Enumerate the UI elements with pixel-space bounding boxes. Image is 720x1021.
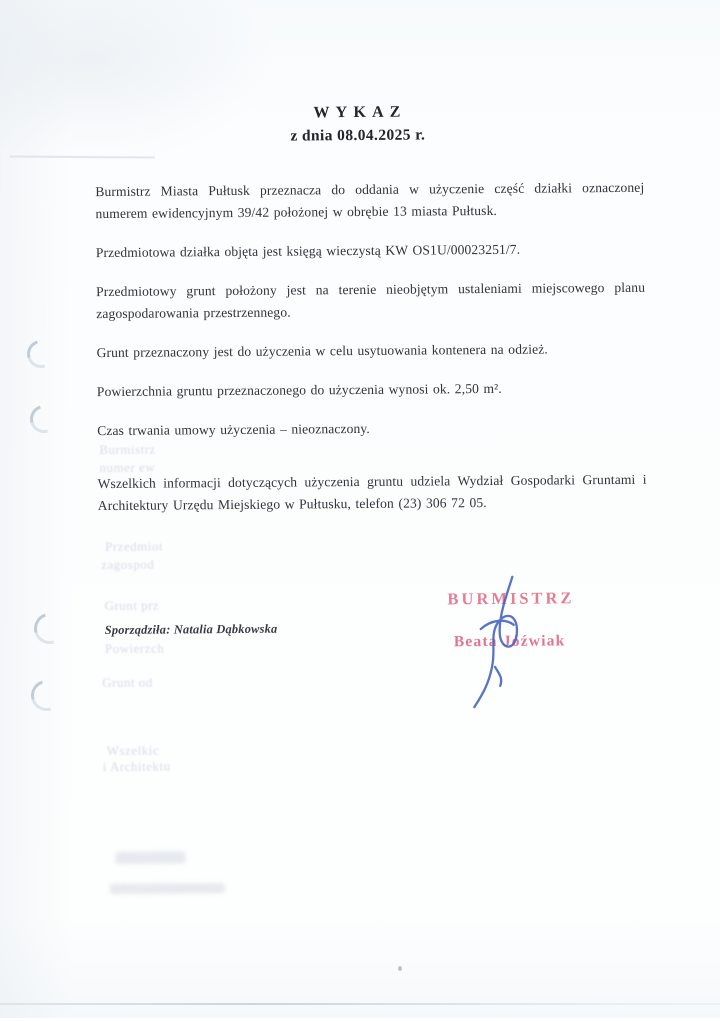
ghost-smudge <box>110 883 225 894</box>
mayor-stamp-name: Beata Jóźwiak <box>453 632 566 651</box>
handwritten-signature <box>450 574 551 710</box>
document-header <box>0 100 718 148</box>
page-bottom-edge <box>0 1003 720 1005</box>
ghost-text-fragment: Powierzch <box>104 640 165 657</box>
document-title: W Y K A Z <box>313 103 402 122</box>
document-date: z dnia 08.04.2025 r. <box>290 126 426 145</box>
paragraph-area: Powierzchnia gruntu przeznaczonego do użyczenia wynosi ok. 2,50 m². <box>96 380 502 400</box>
ghost-text-fragment: Wszelkic <box>106 742 160 758</box>
mayor-stamp-title: BURMISTRZ <box>447 588 575 609</box>
paragraph-duration: Czas trwania umowy użyczenia – nieoznaczony. <box>97 420 370 439</box>
document-body <box>95 177 647 534</box>
paragraph-land-register: Przedmiotowa działka objęta jest księgą wieczystą KW OS1U/00023251/7. <box>95 241 521 261</box>
paragraph-contact-info: Wszelkich informacji dotyczących użyczenia gruntu udziela Wydział Gospodarki Gruntami i Architektury Urzędu Miejskiego w Pułtusku, telefon (23) 306 72 05. <box>97 471 647 514</box>
ghost-text-fragment: numer ew <box>99 459 156 476</box>
ghost-text-fragment: Grunt prz <box>104 597 160 614</box>
ghost-text-fragment: i Architektu <box>102 758 171 775</box>
paragraph-zoning-plan: Przedmiotowy grunt położony jest na terenie nieobjętym ustaleniami miejscowego planu zagospodarowania przestrzennego. <box>96 279 646 322</box>
paragraph-parcel-designation: Burmistrz Miasta Pułtusk przeznacza do oddania w użyczenie część działki oznaczonej numerem ewidencyjnym 39/42 położonej w obrębie 13 miasta Pułtusk. <box>95 179 645 222</box>
scan-speck <box>398 966 402 971</box>
ghost-text-fragment: zagospod <box>101 556 155 573</box>
ghost-smudge <box>115 851 185 864</box>
paragraph-purpose: Grunt przeznaczony jest do użyczenia w celu usytuowania kontenera na odzież. <box>96 341 548 361</box>
ghost-text-fragment: Przedmiot <box>105 538 164 555</box>
prepared-by-line: Sporządziła: Natalia Dąbkowska <box>104 621 278 638</box>
ghost-text-fragment: Grunt od <box>102 674 153 691</box>
ghost-text-fragment: Burmistrz <box>99 441 156 458</box>
